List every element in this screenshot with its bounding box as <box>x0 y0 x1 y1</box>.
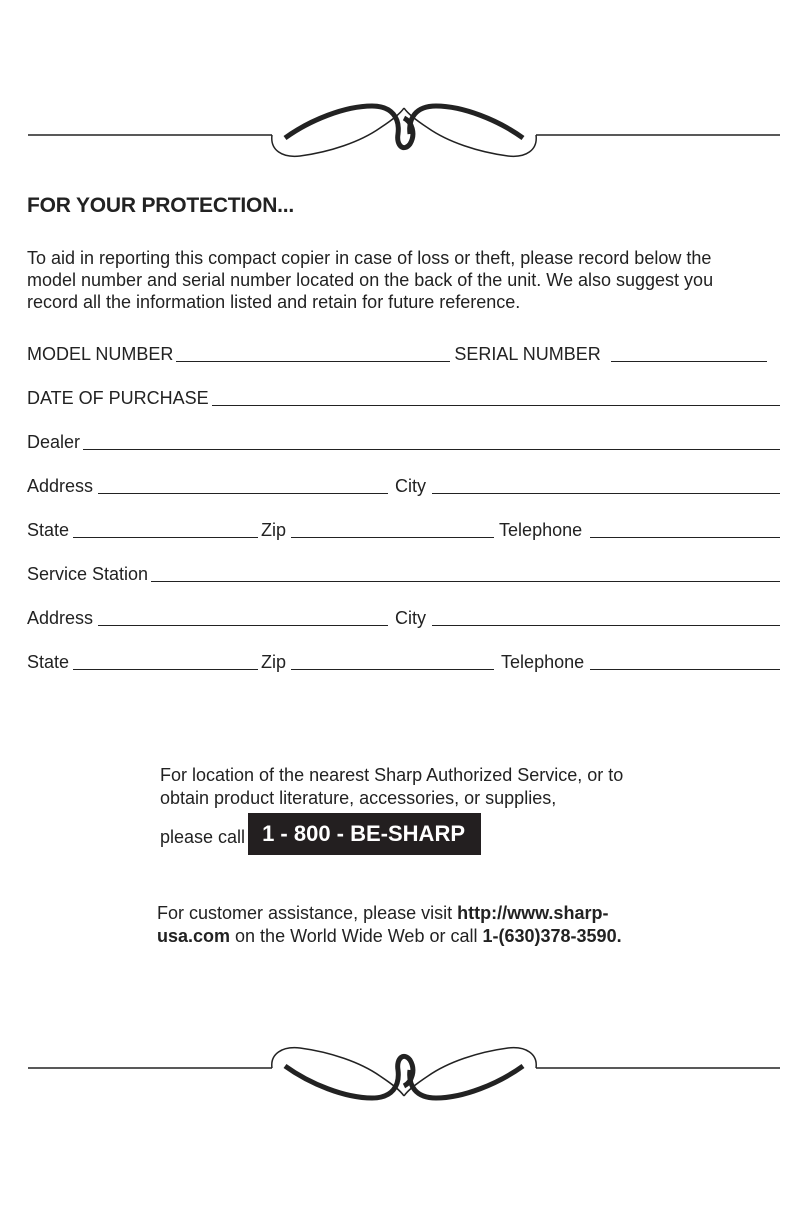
dealer-city-field[interactable] <box>432 493 780 494</box>
telephone-label: Telephone <box>499 520 583 540</box>
dealer-field[interactable] <box>83 449 780 450</box>
state-label: State <box>27 520 70 540</box>
service-address-field[interactable] <box>98 625 388 626</box>
zip-label: Zip <box>261 652 287 672</box>
model-number-field[interactable] <box>176 361 450 362</box>
date-of-purchase-label: DATE OF PURCHASE <box>27 388 209 408</box>
serial-number-label: SERIAL NUMBER <box>454 344 601 364</box>
model-serial-row <box>27 340 780 364</box>
intro-line: model number and serial number located on the back of the unit. We also suggest you <box>27 270 714 290</box>
assistance-text: on the World Wide Web or call <box>230 926 483 946</box>
serial-number-field[interactable] <box>611 361 767 362</box>
service-info-line: obtain product literature, accessories, or supplies, <box>160 788 557 808</box>
state-label: State <box>27 652 70 672</box>
service-station-label: Service Station <box>27 564 149 584</box>
service-address-row <box>27 604 780 628</box>
zip-label: Zip <box>261 520 287 540</box>
dealer-telephone-field[interactable] <box>590 537 780 538</box>
service-info-line: For location of the nearest Sharp Authorized Service, or to <box>160 765 624 785</box>
service-city-field[interactable] <box>432 625 780 626</box>
city-label: City <box>395 476 427 496</box>
address-label: Address <box>27 476 94 496</box>
dealer-state-row <box>27 516 780 540</box>
please-call-label: please call <box>160 826 246 847</box>
date-of-purchase-field[interactable] <box>212 405 780 406</box>
dealer-label: Dealer <box>27 432 81 452</box>
telephone-label: Telephone <box>501 652 585 672</box>
dealer-address-row <box>27 472 780 496</box>
city-label: City <box>395 608 427 628</box>
service-info <box>160 764 720 810</box>
intro-line: To aid in reporting this compact copier in case of loss or theft, please record below the <box>27 248 712 268</box>
top-ornament-divider <box>0 98 808 178</box>
service-station-row <box>27 560 780 584</box>
dealer-row <box>27 428 780 452</box>
intro-line: record all the information listed and retain for future reference. <box>27 292 521 312</box>
date-of-purchase-row <box>27 384 780 408</box>
service-state-field[interactable] <box>73 669 258 670</box>
service-state-row <box>27 648 780 672</box>
service-station-field[interactable] <box>151 581 780 582</box>
service-zip-field[interactable] <box>291 669 494 670</box>
website-link[interactable]: http://www.sharp-usa.com <box>157 903 609 946</box>
model-number-label: MODEL NUMBER <box>27 344 174 364</box>
customer-assistance-text <box>157 902 677 948</box>
intro-paragraph <box>27 247 787 313</box>
dealer-address-field[interactable] <box>98 493 388 494</box>
page-title: FOR YOUR PROTECTION... <box>27 194 295 217</box>
assistance-phone: 1-(630)378-3590. <box>482 926 622 946</box>
address-label: Address <box>27 608 94 628</box>
call-row <box>160 813 481 855</box>
dealer-zip-field[interactable] <box>291 537 494 538</box>
phone-number-badge: 1 - 800 - BE-SHARP <box>248 813 481 855</box>
dealer-state-field[interactable] <box>73 537 258 538</box>
bottom-ornament-divider <box>0 1030 808 1110</box>
assistance-text: For customer assistance, please visit <box>157 903 458 923</box>
service-telephone-field[interactable] <box>590 669 780 670</box>
